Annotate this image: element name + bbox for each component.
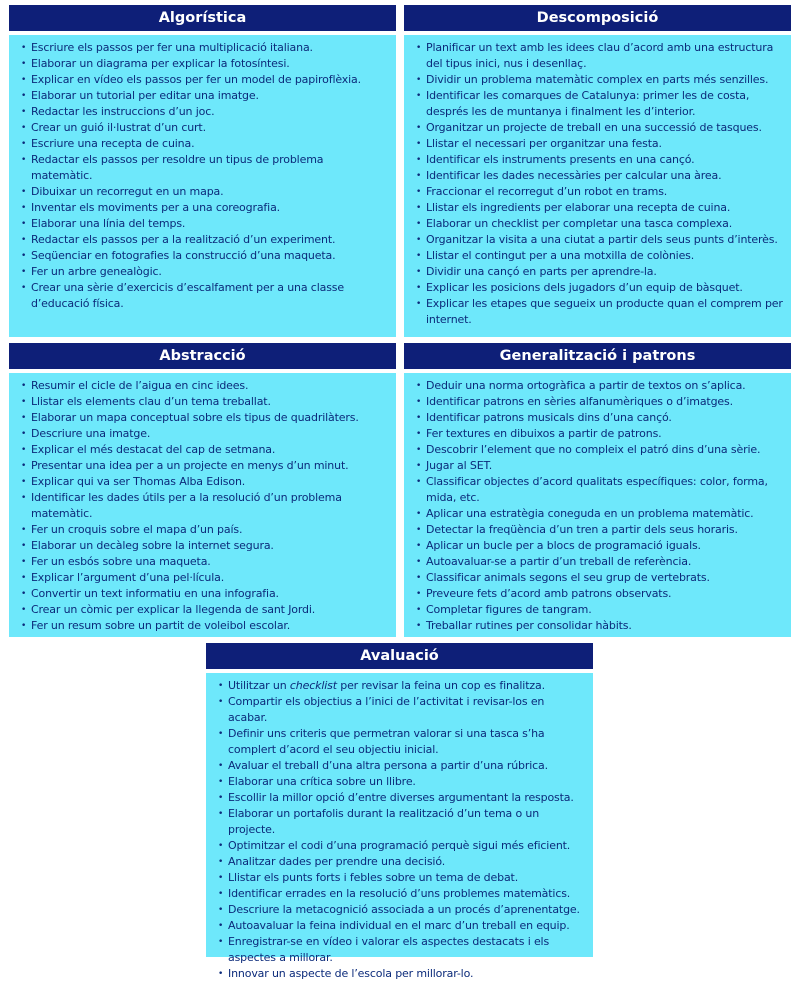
list-item: • Fer un arbre genealògic. <box>21 264 388 280</box>
abstraccio-panel <box>9 343 396 637</box>
list-item: • Explicar les posicions dels jugadors d’un equip de bàsquet. <box>416 280 783 296</box>
avaluacio-title: Avaluació <box>206 643 593 669</box>
item-prefix: Utilitzar un <box>228 679 290 692</box>
descomposicio-title: Descomposició <box>404 5 791 31</box>
list-item: • Descriure la metacognició associada a un procés d’aprenentatge. <box>218 902 585 918</box>
list-item <box>218 678 585 694</box>
list-item: • Convertir un text informatiu en una infografia. <box>21 586 388 602</box>
algoristica-title: Algorística <box>9 5 396 31</box>
algoristica-body <box>9 35 396 337</box>
list-item: • Inventar els moviments per a una coreografia. <box>21 200 388 216</box>
list-item: • Dividir una cançó en parts per aprendre-la. <box>416 264 783 280</box>
descomposicio-list <box>416 40 783 328</box>
list-item: • Identificar els instruments presents en una cançó. <box>416 152 783 168</box>
avaluacio-body <box>206 673 593 980</box>
list-item: • Fer textures en dibuixos a partir de patrons. <box>416 426 783 442</box>
list-item: • Analitzar dades per prendre una decisió. <box>218 854 585 870</box>
list-item: • Deduir una norma ortogràfica a partir de textos on s’aplica. <box>416 378 783 394</box>
list-item: • Identificar les comarques de Catalunya: primer les de costa, després les de muntanya i finalment les d’interior. <box>416 88 783 120</box>
list-item: • Preveure fets d’acord amb patrons observats. <box>416 586 783 602</box>
list-item: • Compartir els objectius a l’inici de l’activitat i revisar-los en acabar. <box>218 694 585 726</box>
list-item: • Llistar els ingredients per elaborar una recepta de cuina. <box>416 200 783 216</box>
list-item: • Llistar els punts forts i febles sobre un tema de debat. <box>218 870 585 886</box>
abstraccio-title: Abstracció <box>9 343 396 369</box>
list-item: • Crear un còmic per explicar la llegenda de sant Jordi. <box>21 602 388 618</box>
descomposicio-panel <box>404 5 791 337</box>
list-item: • Dividir un problema matemàtic complex en parts més senzilles. <box>416 72 783 88</box>
list-item: • Descobrir l’element que no compleix el patró dins d’una sèrie. <box>416 442 783 458</box>
list-item: • Aplicar un bucle per a blocs de programació iguals. <box>416 538 783 554</box>
list-item: • Completar figures de tangram. <box>416 602 783 618</box>
list-item: • Escriure una recepta de cuina. <box>21 136 388 152</box>
list-item: • Presentar una idea per a un projecte en menys d’un minut. <box>21 458 388 474</box>
list-item: • Fraccionar el recorregut d’un robot en trams. <box>416 184 783 200</box>
list-item: • Llistar el contingut per a una motxilla de colònies. <box>416 248 783 264</box>
list-item: • Explicar les etapes que segueix un producte quan el comprem per internet. <box>416 296 783 328</box>
avaluacio-list <box>218 678 585 982</box>
list-item: • Autoavaluar la feina individual en el marc d’un treball en equip. <box>218 918 585 934</box>
list-item: • Crear un guió il·lustrat d’un curt. <box>21 120 388 136</box>
item-suffix: per revisar la feina un cop es finalitza. <box>336 679 545 692</box>
list-item: • Llistar els elements clau d’un tema treballat. <box>21 394 388 410</box>
list-item: • Elaborar un portafolis durant la realització d’un tema o un projecte. <box>218 806 585 838</box>
list-item: • Identificar les dades necessàries per calcular una àrea. <box>416 168 783 184</box>
generalitzacio-list <box>416 378 783 634</box>
list-item: • Explicar en vídeo els passos per fer un model de papiroflèxia. <box>21 72 388 88</box>
list-item: • Organitzar un projecte de treball en una successió de tasques. <box>416 120 783 136</box>
list-item: • Treballar rutines per consolidar hàbits. <box>416 618 783 634</box>
list-item: • Redactar els passos per a la realització d’un experiment. <box>21 232 388 248</box>
list-item: • Avaluar el treball d’una altra persona a partir d’una rúbrica. <box>218 758 585 774</box>
list-item: • Crear una sèrie d’exercicis d’escalfament per a una classe d’educació física. <box>21 280 388 312</box>
list-item: • Classificar animals segons el seu grup de vertebrats. <box>416 570 783 586</box>
list-item: • Optimitzar el codi d’una programació perquè sigui més eficient. <box>218 838 585 854</box>
list-item: • Jugar al SET. <box>416 458 783 474</box>
generalitzacio-title: Generalització i patrons <box>404 343 791 369</box>
item-emphasis: checklist <box>289 679 337 692</box>
list-item: • Fer un croquis sobre el mapa d’un país. <box>21 522 388 538</box>
generalitzacio-panel <box>404 343 791 637</box>
list-item: • Autoavaluar-se a partir d’un treball de referència. <box>416 554 783 570</box>
list-item: • Elaborar un diagrama per explicar la fotosíntesi. <box>21 56 388 72</box>
list-item: • Resumir el cicle de l’aigua en cinc idees. <box>21 378 388 394</box>
list-item: • Classificar objectes d’acord qualitats específiques: color, forma, mida, etc. <box>416 474 783 506</box>
list-item: • Elaborar una crítica sobre un llibre. <box>218 774 585 790</box>
descomposicio-body <box>404 35 791 337</box>
list-item: • Enregistrar-se en vídeo i valorar els aspectes destacats i els aspectes a millorar. <box>218 934 585 966</box>
list-item: • Elaborar un mapa conceptual sobre els tipus de quadrilàters. <box>21 410 388 426</box>
list-item: • Escollir la millor opció d’entre diverses argumentant la resposta. <box>218 790 585 806</box>
list-item: • Identificar les dades útils per a la resolució d’un problema matemàtic. <box>21 490 388 522</box>
list-item: • Fer un esbós sobre una maqueta. <box>21 554 388 570</box>
generalitzacio-body <box>404 373 791 637</box>
list-item: • Elaborar un checklist per completar una tasca complexa. <box>416 216 783 232</box>
list-item: • Explicar el més destacat del cap de setmana. <box>21 442 388 458</box>
avaluacio-panel <box>206 643 593 980</box>
list-item: • Fer un resum sobre un partit de voleibol escolar. <box>21 618 388 634</box>
list-item: • Llistar el necessari per organitzar una festa. <box>416 136 783 152</box>
list-item: • Identificar errades en la resolució d’uns problemes matemàtics. <box>218 886 585 902</box>
list-item: • Elaborar un tutorial per editar una imatge. <box>21 88 388 104</box>
abstraccio-list <box>21 378 388 634</box>
list-item: • Seqüenciar en fotografies la construcció d’una maqueta. <box>21 248 388 264</box>
list-item: • Aplicar una estratègia coneguda en un problema matemàtic. <box>416 506 783 522</box>
list-item: • Redactar els passos per resoldre un tipus de problema matemàtic. <box>21 152 388 184</box>
list-item: • Detectar la freqüència d’un tren a partir dels seus horaris. <box>416 522 783 538</box>
list-item: • Escriure els passos per fer una multiplicació italiana. <box>21 40 388 56</box>
algoristica-panel <box>9 5 396 337</box>
list-item: • Descriure una imatge. <box>21 426 388 442</box>
list-item: • Definir uns criteris que permetran valorar si una tasca s’ha complert d’acord el seu objectiu inicial. <box>218 726 585 758</box>
list-item: • Explicar qui va ser Thomas Alba Edison. <box>21 474 388 490</box>
list-item: • Explicar l’argument d’una pel·lícula. <box>21 570 388 586</box>
list-item: • Planificar un text amb les idees clau d’acord amb una estructura del tipus inici, nus i desenllaç. <box>416 40 783 72</box>
list-item: • Innovar un aspecte de l’escola per millorar-lo. <box>218 966 585 982</box>
list-item: • Elaborar un decàleg sobre la internet segura. <box>21 538 388 554</box>
algoristica-list <box>21 40 388 312</box>
list-item: • Redactar les instruccions d’un joc. <box>21 104 388 120</box>
list-item: • Elaborar una línia del temps. <box>21 216 388 232</box>
list-item: • Identificar patrons en sèries alfanumèriques o d’imatges. <box>416 394 783 410</box>
list-item: • Organitzar la visita a una ciutat a partir dels seus punts d’interès. <box>416 232 783 248</box>
list-item: • Identificar patrons musicals dins d’una cançó. <box>416 410 783 426</box>
abstraccio-body <box>9 373 396 637</box>
list-item: • Dibuixar un recorregut en un mapa. <box>21 184 388 200</box>
